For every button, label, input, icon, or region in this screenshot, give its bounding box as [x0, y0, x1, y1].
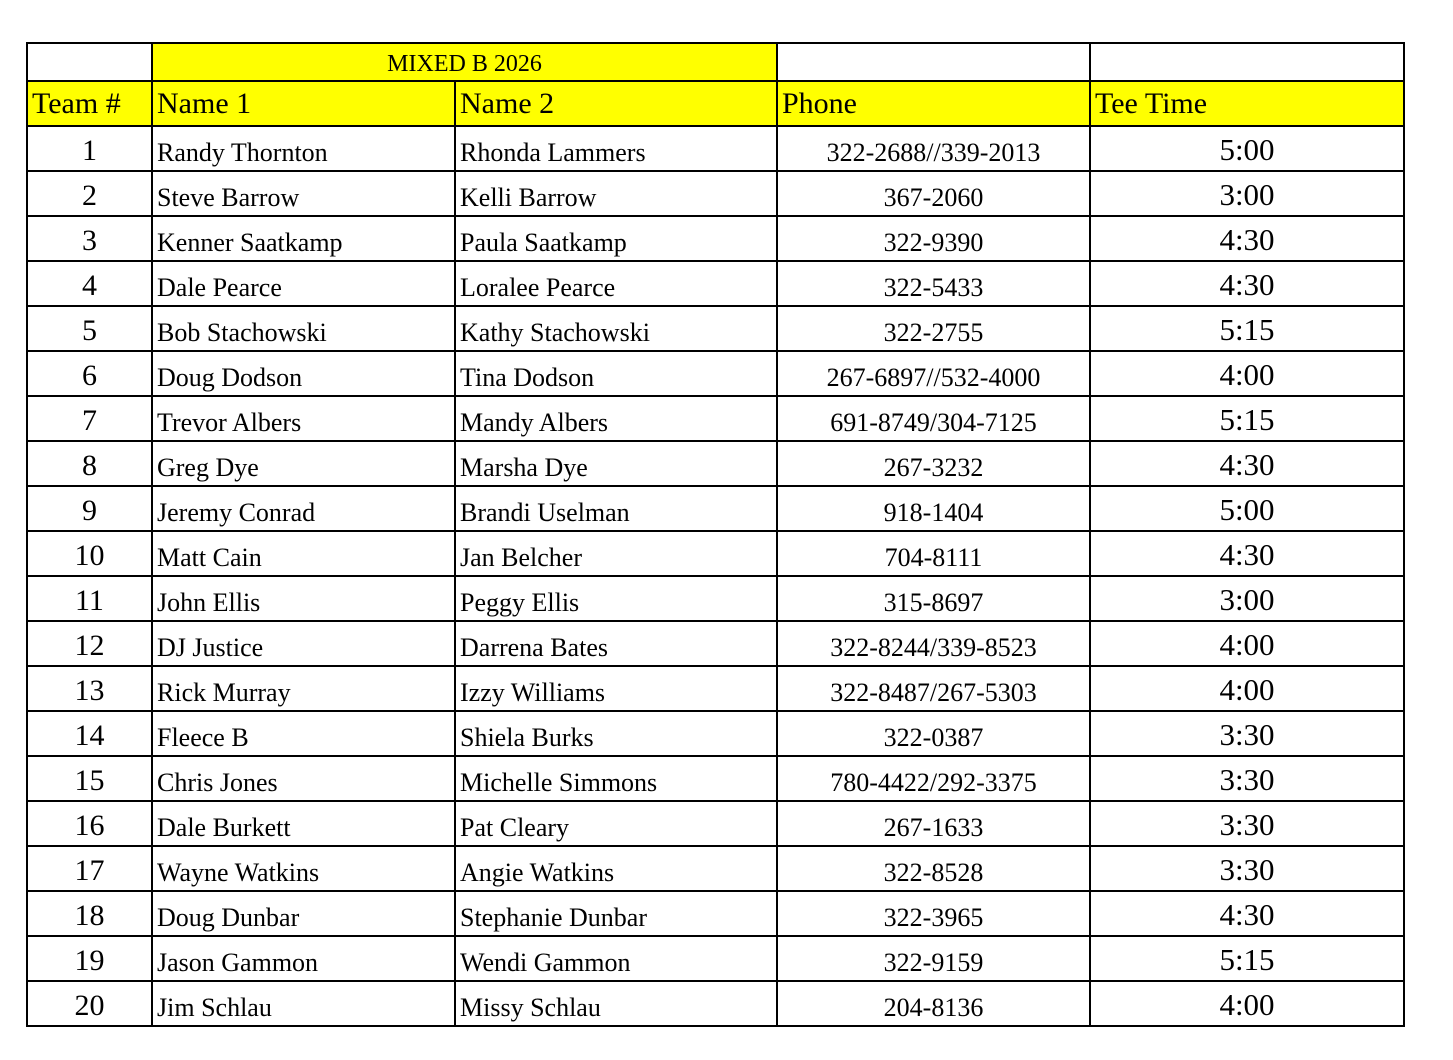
name1-cell: Trevor Albers [152, 396, 455, 441]
team-number: 20 [27, 981, 152, 1026]
phone-cell: 267-3232 [777, 441, 1090, 486]
team-number: 8 [27, 441, 152, 486]
name2-cell: Pat Cleary [455, 801, 777, 846]
phone-cell: 322-8244/339-8523 [777, 621, 1090, 666]
table-row [27, 981, 1404, 1026]
name1-cell: Doug Dunbar [152, 891, 455, 936]
tee-time-cell: 3:30 [1090, 711, 1404, 756]
header-team: Team # [27, 81, 152, 126]
name1-cell: John Ellis [152, 576, 455, 621]
table-row [27, 126, 1404, 171]
tee-time-cell: 4:30 [1090, 441, 1404, 486]
name1-cell: Jason Gammon [152, 936, 455, 981]
name2-cell: Stephanie Dunbar [455, 891, 777, 936]
name1-cell: Dale Burkett [152, 801, 455, 846]
table-row [27, 711, 1404, 756]
tee-time-cell: 3:00 [1090, 576, 1404, 621]
phone-cell: 918-1404 [777, 486, 1090, 531]
header-name1: Name 1 [152, 81, 455, 126]
table-row [27, 306, 1404, 351]
name1-cell: Dale Pearce [152, 261, 455, 306]
table-row [27, 486, 1404, 531]
name2-cell: Darrena Bates [455, 621, 777, 666]
tee-time-cell: 4:30 [1090, 891, 1404, 936]
name2-cell: Jan Belcher [455, 531, 777, 576]
name1-cell: Fleece B [152, 711, 455, 756]
phone-cell: 691-8749/304-7125 [777, 396, 1090, 441]
phone-cell: 322-9390 [777, 216, 1090, 261]
tee-time-cell: 5:15 [1090, 396, 1404, 441]
title-row [27, 43, 1404, 81]
tee-time-cell: 5:00 [1090, 486, 1404, 531]
table-row [27, 846, 1404, 891]
team-number: 1 [27, 126, 152, 171]
title-spacer-cell [777, 43, 1090, 81]
name2-cell: Loralee Pearce [455, 261, 777, 306]
phone-cell: 204-8136 [777, 981, 1090, 1026]
name1-cell: Greg Dye [152, 441, 455, 486]
tee-time-cell: 4:30 [1090, 216, 1404, 261]
table-row [27, 621, 1404, 666]
table-row [27, 351, 1404, 396]
team-number: 14 [27, 711, 152, 756]
team-number: 3 [27, 216, 152, 261]
name1-cell: Kenner Saatkamp [152, 216, 455, 261]
name2-cell: Missy Schlau [455, 981, 777, 1026]
name2-cell: Angie Watkins [455, 846, 777, 891]
name2-cell: Michelle Simmons [455, 756, 777, 801]
title-spacer-cell [27, 43, 152, 81]
roster-table [26, 42, 1405, 1027]
name2-cell: Peggy Ellis [455, 576, 777, 621]
name1-cell: Steve Barrow [152, 171, 455, 216]
name1-cell: Doug Dodson [152, 351, 455, 396]
phone-cell: 322-2688//339-2013 [777, 126, 1090, 171]
team-number: 10 [27, 531, 152, 576]
table-row [27, 396, 1404, 441]
name1-cell: DJ Justice [152, 621, 455, 666]
name2-cell: Kathy Stachowski [455, 306, 777, 351]
tee-time-cell: 5:00 [1090, 126, 1404, 171]
table-row [27, 261, 1404, 306]
phone-cell: 322-9159 [777, 936, 1090, 981]
table-row [27, 666, 1404, 711]
tee-time-cell: 4:00 [1090, 351, 1404, 396]
table-row [27, 801, 1404, 846]
name1-cell: Randy Thornton [152, 126, 455, 171]
name1-cell: Bob Stachowski [152, 306, 455, 351]
phone-cell: 322-8487/267-5303 [777, 666, 1090, 711]
header-name2: Name 2 [455, 81, 777, 126]
phone-cell: 704-8111 [777, 531, 1090, 576]
tee-time-cell: 4:00 [1090, 666, 1404, 711]
tee-time-cell: 5:15 [1090, 306, 1404, 351]
team-number: 2 [27, 171, 152, 216]
team-number: 15 [27, 756, 152, 801]
team-number: 9 [27, 486, 152, 531]
table-row [27, 936, 1404, 981]
name1-cell: Matt Cain [152, 531, 455, 576]
phone-cell: 780-4422/292-3375 [777, 756, 1090, 801]
sheet-title: MIXED B 2026 [152, 43, 777, 81]
name2-cell: Izzy Williams [455, 666, 777, 711]
name1-cell: Jim Schlau [152, 981, 455, 1026]
team-number: 17 [27, 846, 152, 891]
name2-cell: Brandi Uselman [455, 486, 777, 531]
team-number: 19 [27, 936, 152, 981]
tee-time-cell: 4:00 [1090, 621, 1404, 666]
table-row [27, 216, 1404, 261]
team-number: 16 [27, 801, 152, 846]
tee-time-cell: 5:15 [1090, 936, 1404, 981]
phone-cell: 322-3965 [777, 891, 1090, 936]
phone-cell: 267-1633 [777, 801, 1090, 846]
table-row [27, 441, 1404, 486]
name2-cell: Mandy Albers [455, 396, 777, 441]
name2-cell: Rhonda Lammers [455, 126, 777, 171]
team-number: 4 [27, 261, 152, 306]
phone-cell: 367-2060 [777, 171, 1090, 216]
team-number: 5 [27, 306, 152, 351]
phone-cell: 315-8697 [777, 576, 1090, 621]
name1-cell: Chris Jones [152, 756, 455, 801]
name2-cell: Shiela Burks [455, 711, 777, 756]
name1-cell: Jeremy Conrad [152, 486, 455, 531]
team-number: 7 [27, 396, 152, 441]
name1-cell: Wayne Watkins [152, 846, 455, 891]
name2-cell: Wendi Gammon [455, 936, 777, 981]
team-number: 6 [27, 351, 152, 396]
table-row [27, 756, 1404, 801]
tee-time-cell: 3:30 [1090, 801, 1404, 846]
team-number: 13 [27, 666, 152, 711]
table-row [27, 891, 1404, 936]
title-spacer-cell [1090, 43, 1404, 81]
tee-time-cell: 3:30 [1090, 756, 1404, 801]
phone-cell: 322-8528 [777, 846, 1090, 891]
header-row [27, 81, 1404, 126]
phone-cell: 322-2755 [777, 306, 1090, 351]
team-number: 18 [27, 891, 152, 936]
tee-time-cell: 4:00 [1090, 981, 1404, 1026]
name2-cell: Paula Saatkamp [455, 216, 777, 261]
tee-time-cell: 3:00 [1090, 171, 1404, 216]
tee-time-cell: 4:30 [1090, 261, 1404, 306]
tee-time-cell: 3:30 [1090, 846, 1404, 891]
phone-cell: 322-0387 [777, 711, 1090, 756]
name2-cell: Kelli Barrow [455, 171, 777, 216]
name2-cell: Tina Dodson [455, 351, 777, 396]
tee-time-cell: 4:30 [1090, 531, 1404, 576]
table-row [27, 576, 1404, 621]
name2-cell: Marsha Dye [455, 441, 777, 486]
phone-cell: 267-6897//532-4000 [777, 351, 1090, 396]
table-row [27, 171, 1404, 216]
table-row [27, 531, 1404, 576]
team-number: 12 [27, 621, 152, 666]
team-number: 11 [27, 576, 152, 621]
name1-cell: Rick Murray [152, 666, 455, 711]
header-tee-time: Tee Time [1090, 81, 1404, 126]
phone-cell: 322-5433 [777, 261, 1090, 306]
header-phone: Phone [777, 81, 1090, 126]
